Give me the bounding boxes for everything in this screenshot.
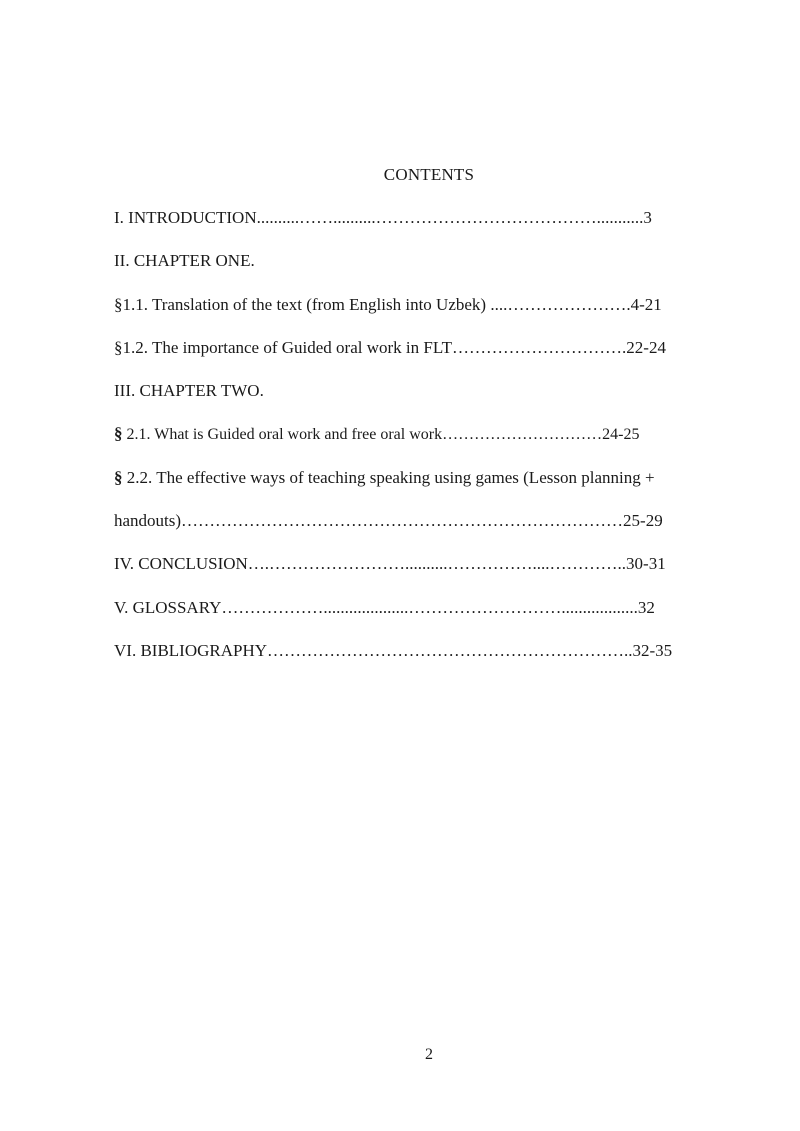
toc-entry-chapter-two (114, 380, 754, 423)
toc-entry-section-2-2-continued (114, 510, 754, 553)
toc-entry-conclusion (114, 553, 754, 596)
toc-entry-text: I. INTRODUCTION..........……..........…………………………………...........3 (114, 208, 652, 227)
toc-entry-text: 2.2. The effective ways of teaching speaking using games (Lesson planning + (122, 467, 655, 487)
toc-entry-chapter-one (114, 250, 754, 293)
toc-entry-section-1-2 (114, 337, 754, 380)
toc-entry-text: III. CHAPTER TWO. (114, 381, 264, 401)
toc-entry-text: IV. CONCLUSION….……………………..........……………....…………..30-31 (114, 554, 666, 574)
toc-entry-text: V. GLOSSARY………………....................………………………..................32 (114, 597, 655, 617)
table-of-contents (114, 207, 754, 683)
contents-title: CONTENTS (383, 165, 475, 184)
toc-entry-text: 2.1. What is Guided oral work and free oral work…………………………24-25 (122, 426, 640, 444)
toc-entry-glossary (114, 597, 754, 640)
toc-entry-text: handouts)……………………………………………………………………25-29 (114, 511, 663, 531)
toc-entry-section-2-1 (114, 423, 754, 466)
toc-entry-text: II. CHAPTER ONE. (114, 251, 255, 271)
toc-entry-section-2-2 (114, 467, 754, 510)
toc-entry-introduction (114, 207, 754, 250)
toc-entry-text: §1.1. Translation of the text (from English into Uzbek) ....………………….4-21 (114, 294, 662, 314)
toc-entry-text: VI. BIBLIOGRAPHY………………………………………………………..32-35 (114, 640, 673, 660)
page-number: 2 (425, 1046, 433, 1063)
toc-entry-section-1-1 (114, 294, 754, 337)
toc-entry-text: §1.2. The importance of Guided oral work in FLT………………………….22-24 (114, 337, 666, 357)
section-sign: § (114, 424, 123, 444)
toc-entry-bibliography (114, 640, 754, 683)
section-sign: § (114, 467, 123, 487)
